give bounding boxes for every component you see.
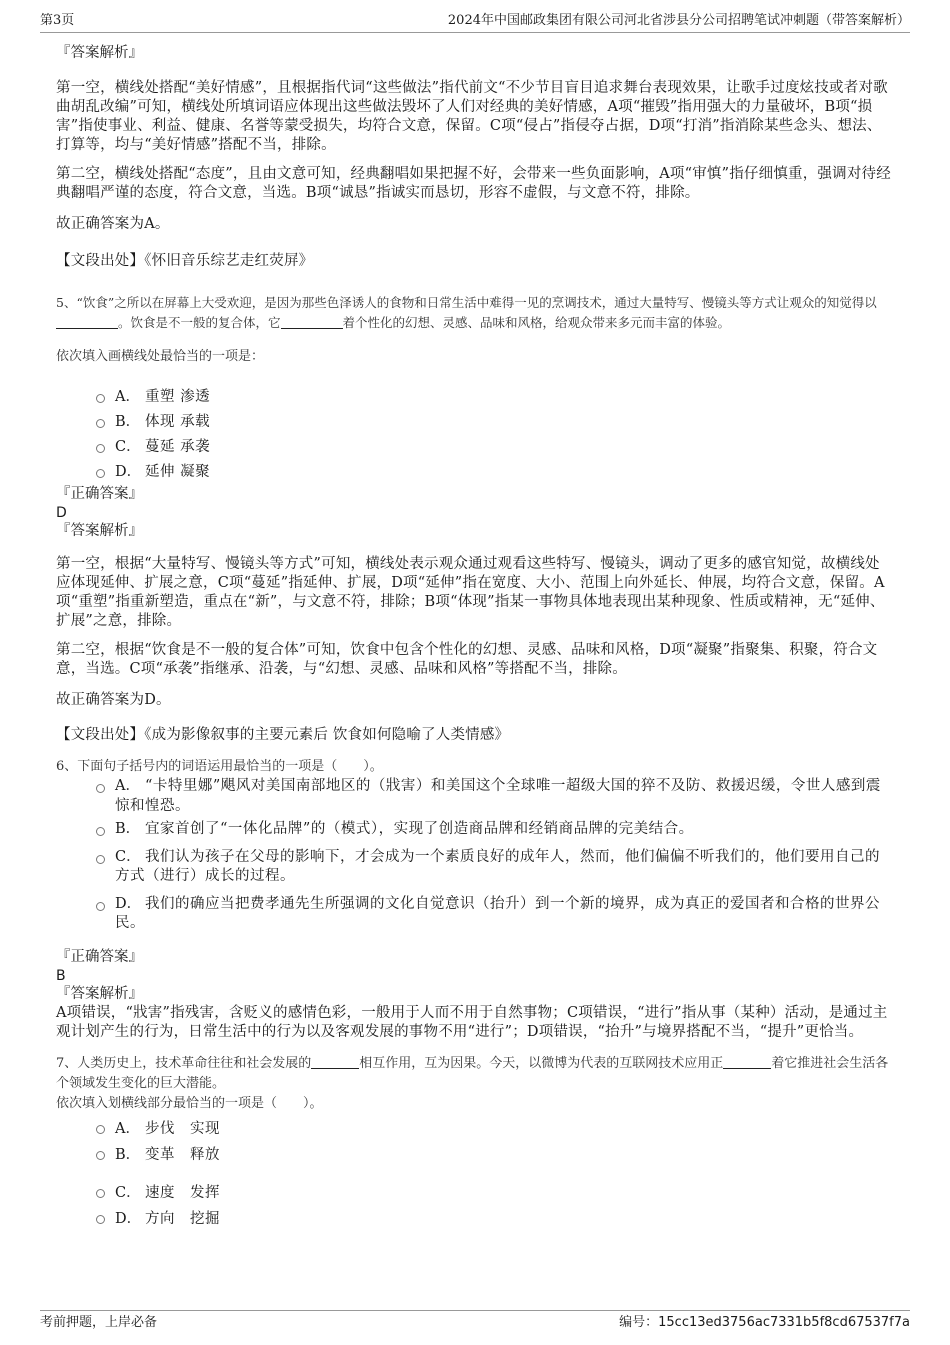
radio-icon[interactable] <box>96 469 105 478</box>
q6-correct-answer: B <box>56 967 66 984</box>
page-header <box>40 12 910 33</box>
document-id-code: 15cc13ed3756ac7331b5f8cd67537f7a <box>658 1315 910 1330</box>
q5-option-a[interactable]: A． 重塑 渗透 <box>96 385 894 410</box>
q7-option-c[interactable]: C． 速度 发挥 <box>96 1180 894 1206</box>
blank-1 <box>311 1054 359 1069</box>
document-id <box>619 1313 910 1333</box>
q5-option-b[interactable]: B． 体现 承载 <box>96 410 894 435</box>
radio-icon[interactable] <box>96 784 105 793</box>
q4-analysis-p1: 第一空，横线处搭配“美好情感”，且根据指代词“这些做法”指代前文“不少节目盲目追求舞台表现效果，让歌手过度炫技或者对歌曲胡乱改编”可知，横线处所填词语应体现出这些做法毁坏了人们对经典的美好情感，A项“摧毁”指用强大的力量破坏，B项“损害”指使事业、利益、健康、名誉等蒙受损失，均符合文意，保留。C项“侵占”指侵夺占据，D项“打消”指消除某些念头、想法、打算等，均与“美好情感”搭配不当，排除。 <box>56 80 888 153</box>
q5-conclusion: 故正确答案为D。 <box>56 692 171 708</box>
q6-analysis: A项错误，“戕害”指残害，含贬义的感情色彩，一般用于人而不用于自然事物；C项错误，“进行”指从事（某种）活动，是通过主观计划产生的行为，日常生活中的行为以及客观发展的事物不用“进行”；D项错误，“抬升”与境界搭配不当，“提升”更恰当。 <box>56 1004 888 1040</box>
q5-prompt: 依次填入画横线处最恰当的一项是： <box>56 349 265 364</box>
radio-icon[interactable] <box>96 1189 105 1198</box>
radio-icon[interactable] <box>96 1215 105 1224</box>
q7-option-b[interactable]: B． 变革 释放 <box>96 1142 894 1168</box>
q4-conclusion: 故正确答案为A。 <box>56 216 170 232</box>
document-title: 2024年中国邮政集团有限公司河北省涉县分公司招聘笔试冲刺题（带答案解析） <box>447 13 910 28</box>
q6-option-c[interactable]: C． 我们认为孩子在父母的影响下，才会成为一个素质良好的成年人，然而，他们偏偏不听我们的，他们要用自己的方式（进行）成长的过程。 <box>96 848 894 887</box>
q7-option-a[interactable]: A． 步伐 实现 <box>96 1116 894 1142</box>
page-number: 第3页 <box>40 13 75 28</box>
radio-icon[interactable] <box>96 1151 105 1160</box>
q5-options <box>56 385 894 485</box>
blank-2 <box>281 314 343 329</box>
q6-stem: 6、下面句子括号内的词语运用最恰当的一项是（ ）。 <box>56 759 383 774</box>
q7-stem: 7、人类历史上，技术革命往往和社会发展的 相互作用，互为因果。今天，以微博为代表的互联网技术应用正 着它推进社会生活各个领域发生变化的巨大潜能。 <box>56 1055 889 1091</box>
q7-prompt: 依次填入划横线部分最恰当的一项是（ ）。 <box>56 1095 323 1111</box>
blank-1 <box>56 314 118 329</box>
q5-stem: 5、“饮食”之所以在屏幕上大受欢迎，是因为那些色泽诱人的食物和日常生活中难得一见的烹调技术，通过大量特写、慢镜头等方式让观众的知觉得以。饮食是不一般的复合体，它 着个性化的幻想、灵感、品味和风格，给观众带来多元而丰富的体验。 <box>56 295 877 330</box>
radio-icon[interactable] <box>96 444 105 453</box>
q5-source: 【文段出处】《成为影像叙事的主要元素后 饮食如何隐喻了人类情感》 <box>56 727 510 743</box>
q5-option-d[interactable]: D． 延伸 凝聚 <box>96 460 894 485</box>
q6-option-b[interactable]: B． 宜家首创了“一体化品牌”的（模式），实现了创造商品牌和经销商品牌的完美结合。 <box>96 820 894 840</box>
radio-icon[interactable] <box>96 827 105 836</box>
footer-slogan: 考前押题，上岸必备 <box>40 1315 158 1330</box>
q5-analysis-label: 『答案解析』 <box>56 523 143 539</box>
q4-source: 【文段出处】《怀旧音乐综艺走红荧屏》 <box>56 253 314 269</box>
q7-options <box>56 1116 894 1232</box>
document-id-label: 编号： <box>619 1315 659 1330</box>
q6-option-a[interactable]: A． “卡特里娜”飓风对美国南部地区的（戕害）和美国这个全球唯一超级大国的猝不及防、救援迟缓，令世人感到震惊和惶恐。 <box>96 777 894 816</box>
q7-option-d[interactable]: D． 方向 挖掘 <box>96 1206 894 1232</box>
radio-icon[interactable] <box>96 1125 105 1134</box>
blank-2 <box>723 1054 771 1069</box>
q5-correct-answer: D <box>56 505 67 521</box>
q5-correct-label: 『正确答案』 <box>56 486 143 502</box>
page-footer <box>40 1310 910 1335</box>
radio-icon[interactable] <box>96 902 105 911</box>
q5-option-c[interactable]: C． 蔓延 承袭 <box>96 435 894 460</box>
radio-icon[interactable] <box>96 419 105 428</box>
q4-analysis-p2: 第二空，横线处搭配“态度”，且由文意可知，经典翻唱如果把握不好，会带来一些负面影响，A项“审慎”指仔细慎重，强调对待经典翻唱严谨的态度，符合文意，当选。B项“诚恳”指诚实而恳切，形容不虚假，与文意不符，排除。 <box>56 166 891 201</box>
q5-analysis-p1: 第一空，根据“大量特写、慢镜头等方式”可知，横线处表示观众通过观看这些特写、慢镜头，调动了更多的感官知觉，故横线处应体现延伸、扩展之意，C项“蔓延”指延伸、扩展，D项“延伸”指在宽度、大小、范围上向外延长、伸展，均符合文意，保留。A项“重塑”指重新塑造，重点在“新”，与文意不符，排除；B项“体现”指某一事物具体地表现出某种现象、性质或精神，无“延伸、扩展”之意，排除。 <box>56 556 885 629</box>
q6-analysis-label: 『答案解析』 <box>56 985 143 1002</box>
q6-options <box>56 777 894 934</box>
page-content <box>56 44 894 1232</box>
radio-icon[interactable] <box>96 394 105 403</box>
q6-correct-label: 『正确答案』 <box>56 948 143 965</box>
radio-icon[interactable] <box>96 855 105 864</box>
q5-analysis-p2: 第二空，根据“饮食是不一般的复合体”可知，饮食中包含个性化的幻想、灵感、品味和风格，D项“凝聚”指聚集、积聚，符合文意，当选。C项“承袭”指继承、沿袭，与“幻想、灵感、品味和风格”等搭配不当，排除。 <box>56 642 878 677</box>
q6-option-d[interactable]: D． 我们的确应当把费孝通先生所强调的文化自觉意识（抬升）到一个新的境界，成为真正的爱国者和合格的世界公民。 <box>96 895 894 934</box>
q4-analysis-label: 『答案解析』 <box>56 45 143 61</box>
